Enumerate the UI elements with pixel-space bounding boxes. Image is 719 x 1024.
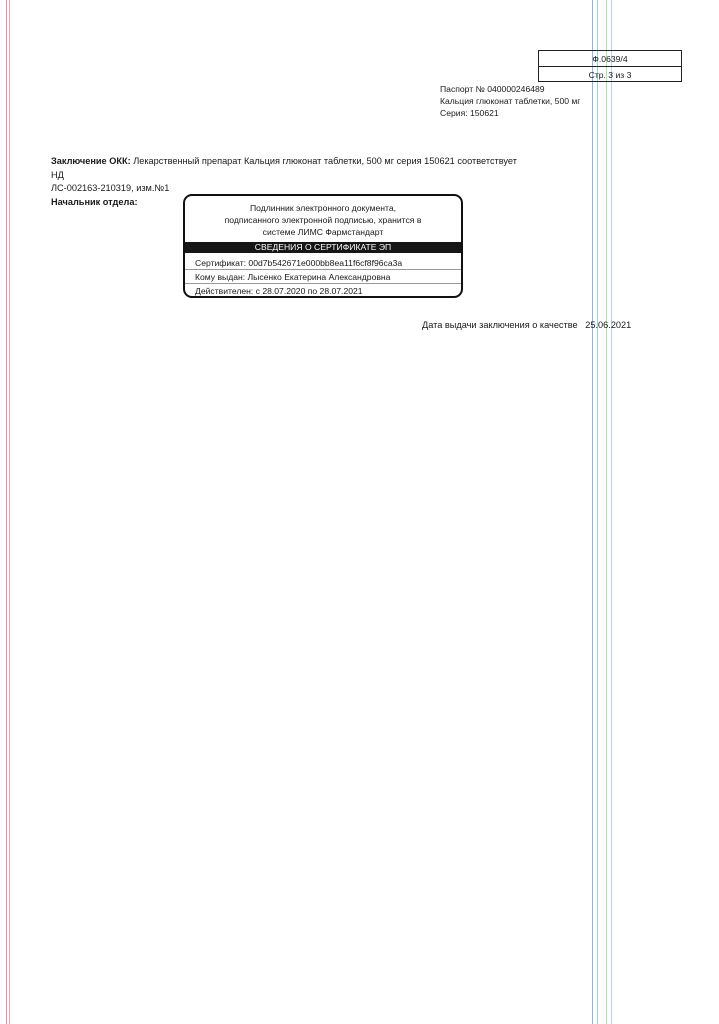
stamp-certificate: Сертификат: 00d7b542671e000bb8ea11f6cf8f96ca3a: [195, 258, 403, 268]
e-signature-stamp: [183, 194, 463, 298]
stamp-issued-to: Кому выдан: Лысенко Екатерина Александровна: [195, 272, 391, 282]
passport-block: [440, 83, 580, 119]
issue-date: Дата выдачи заключения о качестве 25.06.2021: [422, 320, 632, 330]
scan-line-magenta: [6, 0, 7, 1024]
stamp-divider: [185, 269, 461, 270]
passport-number: Паспорт № 040000246489: [440, 84, 545, 94]
form-code: Ф.0639/4: [539, 51, 681, 67]
passport-product: Кальция глюконат таблетки, 500 мг: [440, 96, 581, 106]
stamp-line3: системе ЛИМС Фармстандарт: [262, 227, 384, 237]
conclusion-text-line1: Лекарственный препарат Кальция глюконат таблетки, 500 мг серия 150621 соответствует НД: [51, 156, 517, 180]
scan-line-blue: [592, 0, 593, 1024]
stamp-banner: СВЕДЕНИЯ О СЕРТИФИКАТЕ ЭП: [185, 242, 461, 253]
scan-line-teal: [597, 0, 598, 1024]
conclusion-label: Заключение ОКК:: [51, 156, 131, 166]
passport-series: Серия: 150621: [440, 108, 499, 118]
stamp-valid: Действителен: с 28.07.2020 по 28.07.2021: [195, 286, 363, 296]
conclusion-line1: [51, 155, 521, 182]
stamp-divider: [185, 283, 461, 284]
page-number: Стр. 3 из 3: [588, 69, 632, 80]
scan-line-blue-2: [611, 0, 612, 1024]
scan-line-red: [9, 0, 10, 1024]
head-of-department-label: Начальник отдела:: [51, 196, 138, 207]
form-code-box: [538, 50, 682, 82]
stamp-line1: Подлинник электронного документа,: [249, 203, 397, 213]
stamp-header: [185, 196, 461, 238]
conclusion-text-line2: ЛС-002163-210319, изм.№1: [51, 183, 170, 193]
scan-line-green: [606, 0, 607, 1024]
stamp-line2: подписанного электронной подписью, хранится в: [224, 215, 422, 225]
